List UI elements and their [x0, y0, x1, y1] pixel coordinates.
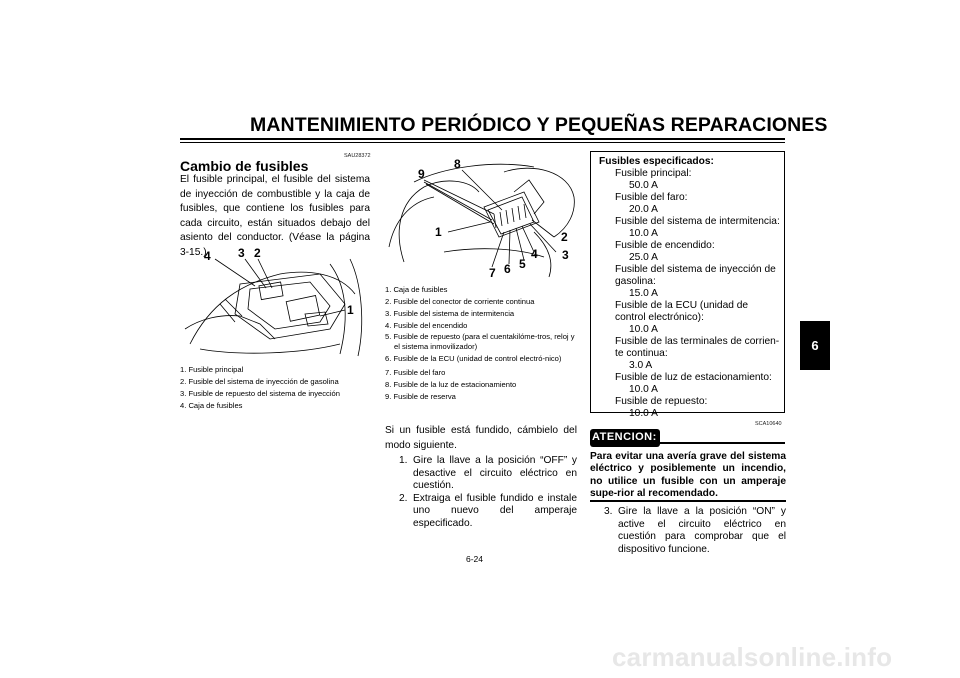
callout-6: 6 [504, 262, 511, 276]
legend-item: 3. Fusible del sistema de intermitencia [385, 309, 515, 318]
spec-label: Fusible de encendido: [615, 240, 715, 251]
legend-item: 1. Caja de fusibles [385, 285, 448, 294]
procedure-intro: Si un fusible está fundido, cámbielo del modo siguiente. [385, 425, 577, 451]
figure2-legend [385, 284, 577, 403]
legend-item: 4. Fusible del encendido [385, 321, 468, 330]
step-text: Extraiga el fusible fundido e instale uno nuevo del amperaje especificado. [413, 492, 577, 529]
spec-label: Fusible del sistema de inyección de gasolina: [615, 264, 776, 287]
figure-fuse-location [180, 244, 370, 359]
section-heading: Cambio de fusibles [180, 158, 309, 174]
callout-1: 1 [435, 225, 442, 239]
spec-label: Fusible del sistema de intermitencia: [615, 216, 780, 227]
step-item [590, 506, 786, 556]
step-text: Gire la llave a la posición “OFF” y desactive el circuito eléctrico en cuestión. [413, 455, 577, 492]
spec-value: 10.0 A [629, 408, 658, 419]
callout-8: 8 [454, 157, 461, 171]
step-text: Gire la llave a la posición “ON” y active el circuito eléctrico en cuestión para comprobar que el dispositivo funcione. [618, 506, 786, 555]
caution-bottom-rule [590, 500, 786, 502]
spec-label: Fusible principal: [615, 168, 692, 179]
callout-5: 5 [519, 257, 526, 271]
step-number: 2. [399, 492, 408, 504]
caution-label: ATENCION: [592, 431, 657, 443]
spec-value: 20.0 A [629, 204, 658, 215]
step-number: 1. [399, 455, 408, 466]
page-number: 6-24 [466, 554, 484, 564]
callout-2: 2 [254, 246, 261, 260]
callout-1: 1 [347, 303, 354, 317]
legend-item: 3. Fusible de repuesto del sistema de inyección [180, 389, 340, 398]
step-item [385, 455, 577, 493]
caution-code: SCA10640 [755, 421, 782, 427]
chapter-tab: 6 [800, 321, 830, 370]
spec-label: Fusible del faro: [615, 192, 688, 203]
legend-item: 1. Fusible principal [180, 365, 244, 374]
callout-4: 4 [531, 247, 538, 261]
legend-item: 2. Fusible del sistema de inyección de gasolina [180, 377, 339, 386]
spec-value: 10.0 A [629, 228, 658, 239]
callout-3: 3 [238, 246, 245, 260]
spec-label: Fusible de luz de estacionamiento: [615, 372, 772, 383]
section-code: SAU28372 [344, 153, 371, 159]
header-rule-thin [180, 142, 785, 143]
legend-item: 6. Fusible de la ECU (unidad de control electró-nico) [385, 354, 562, 364]
page-title: MANTENIMIENTO PERIÓDICO Y PEQUEÑAS REPARACIONES [250, 114, 828, 136]
procedure-step-3 [590, 506, 786, 556]
callout-2: 2 [561, 230, 568, 244]
spec-value: 10.0 A [629, 384, 658, 395]
caution-text: Para evitar una avería grave del sistema eléctrico y posiblemente un incendio, no utilice un fusible con un amperaje supe-rior al recomendado. [590, 451, 786, 500]
spec-label: Fusible de las terminales de corrien-te continua: [615, 336, 780, 359]
legend-item: 2. Fusible del conector de corriente continua [385, 297, 535, 306]
figure-fuse-box [384, 152, 579, 280]
fuse-spec-box [590, 151, 785, 419]
spec-value: 10.0 A [629, 324, 658, 335]
spec-value: 3.0 A [629, 360, 653, 371]
legend-item: 7. Fusible del faro [385, 367, 446, 377]
spec-value: 15.0 A [629, 288, 658, 299]
watermark: carmanualsonline.info [612, 642, 893, 672]
spec-value: 25.0 A [629, 252, 658, 263]
legend-item: 9. Fusible de reserva [385, 391, 456, 401]
step-item [385, 493, 577, 531]
legend-item: 5. Fusible de repuesto (para el cuentakilóme-tros, reloj y el sistema inmovilizador) [385, 332, 575, 352]
intro-paragraph: El fusible principal, el fusible del sistema de inyección de combustible y la caja de fusibles, que contiene los fusibles para cada circuito, están situados debajo del asiento del conductor. (Véase la página 3-15.) [180, 174, 370, 258]
spec-label: Fusible de la ECU (unidad de control electrónico): [615, 300, 749, 323]
header-rule [180, 138, 785, 140]
caution-rule [660, 442, 785, 444]
spec-value: 50.0 A [629, 180, 658, 191]
legend-item: 4. Caja de fusibles [180, 401, 243, 410]
spec-title: Fusibles especificados: [599, 156, 714, 167]
callout-3: 3 [562, 248, 569, 262]
step-number: 3. [604, 506, 613, 517]
figure1-legend [180, 364, 372, 412]
procedure-steps [385, 455, 577, 531]
spec-label: Fusible de repuesto: [615, 396, 708, 407]
callout-7: 7 [489, 266, 496, 280]
callout-9: 9 [418, 167, 425, 181]
legend-item: 8. Fusible de la luz de estacionamiento [385, 379, 517, 389]
callout-4: 4 [204, 249, 211, 263]
